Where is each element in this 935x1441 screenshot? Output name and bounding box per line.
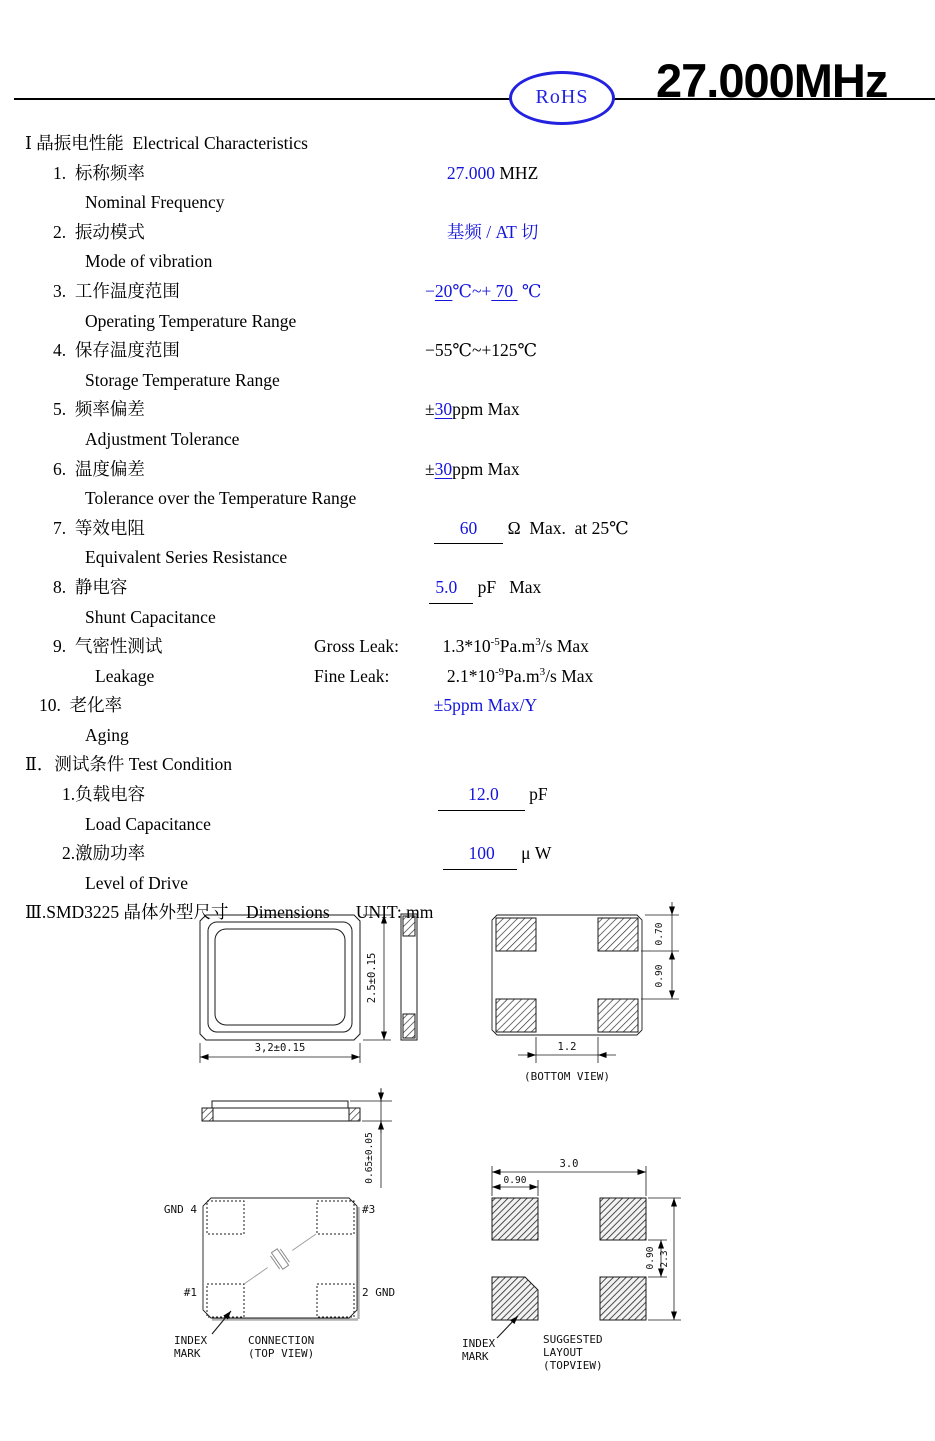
spec-value xyxy=(425,573,541,604)
spec-row xyxy=(25,514,930,544)
spec-label: Load Capacitance xyxy=(85,813,211,834)
spec-row xyxy=(25,395,930,425)
spec-value xyxy=(425,159,538,189)
spec-value xyxy=(425,839,551,870)
bottomview-inner-dim: 1.2 xyxy=(557,1041,577,1053)
spec-value-seg: ± xyxy=(425,399,435,420)
spec-value-seg xyxy=(425,636,443,656)
spec-value-seg xyxy=(425,695,434,715)
spec-label: 1.负载电容 xyxy=(62,784,146,805)
spec-row xyxy=(25,603,930,633)
spec-value-seg: 2.1*10 xyxy=(446,665,495,686)
spec-row xyxy=(25,691,930,721)
spec-mid-label: Gross Leak: xyxy=(314,636,400,657)
spec-label: Shunt Capacitance xyxy=(85,606,216,627)
topview-width-dim: 3,2±0.15 xyxy=(254,1042,306,1054)
spec-value-seg: 基频 / AT 切 xyxy=(446,221,539,242)
spec-label: 10. 老化率 xyxy=(39,695,123,716)
layout-gap-dim: 0.90 xyxy=(645,1246,656,1270)
bottomview-gap-dim: 0.90 xyxy=(654,964,665,988)
spec-value xyxy=(425,662,593,692)
spec-row xyxy=(25,573,930,603)
spec-label: 6. 温度偏差 xyxy=(53,458,145,479)
spec-label: Ⅱ．测试条件 Test Condition xyxy=(25,754,233,775)
sideview-height-dim: 0.65±0.05 xyxy=(364,1132,375,1184)
spec-row xyxy=(25,484,930,514)
spec-label: Ⅰ 晶振电性能 Electrical Characteristics xyxy=(25,133,308,153)
spec-row xyxy=(25,662,930,692)
spec-label: Equivalent Series Resistance xyxy=(85,547,288,568)
spec-row xyxy=(25,810,930,840)
spec-value-seg: 3 xyxy=(535,636,541,649)
spec-value-seg: -5 xyxy=(490,636,500,649)
spec-value-seg xyxy=(425,843,443,863)
spec-value-seg: ±5ppm Max/Y xyxy=(433,695,538,716)
spec-value-seg: 30 xyxy=(434,399,453,420)
spec-label: 2.激励功率 xyxy=(62,843,146,864)
spec-label: 2. 振动模式 xyxy=(53,221,145,242)
spec-value-seg xyxy=(425,784,438,804)
spec-row xyxy=(25,188,930,218)
spec-section-heading xyxy=(25,898,930,928)
spec-label: Storage Temperature Range xyxy=(85,369,280,390)
spec-list xyxy=(25,129,930,928)
spec-row xyxy=(25,247,930,277)
spec-value xyxy=(425,336,537,366)
package-top-view xyxy=(200,915,391,1063)
spec-section-heading xyxy=(25,750,930,780)
connection-index-label: INDEX xyxy=(174,1334,208,1347)
spec-value-seg: μ W xyxy=(516,843,552,864)
pin2-label: 2 GND xyxy=(362,1286,396,1299)
spec-value-seg: 5.0 xyxy=(429,573,473,604)
spec-value-seg: Ω Max. at 25℃ xyxy=(503,517,629,538)
spec-value-seg: -9 xyxy=(495,665,505,678)
spec-value-seg: 30 xyxy=(434,458,453,479)
spec-value-seg: −55℃~+125℃ xyxy=(425,340,538,361)
spec-value xyxy=(425,395,520,425)
spec-value-seg: ℃ xyxy=(517,280,542,301)
spec-row xyxy=(25,869,930,899)
rohs-badge: RoHS xyxy=(509,71,615,125)
spec-value xyxy=(425,514,629,545)
spec-value xyxy=(425,691,537,721)
connection-caption: (TOP VIEW) xyxy=(248,1347,315,1360)
spec-label: 3. 工作温度范围 xyxy=(53,280,180,301)
spec-value xyxy=(425,455,520,485)
spec-value-seg: MHZ xyxy=(495,162,539,183)
spec-row xyxy=(25,336,930,366)
spec-value-seg: Pa.m xyxy=(499,636,536,657)
spec-value-seg: − xyxy=(425,280,435,301)
spec-row xyxy=(25,780,930,810)
spec-label: 1. 标称频率 xyxy=(53,162,145,183)
spec-row xyxy=(25,307,930,337)
layout-caption: SUGGESTED xyxy=(543,1333,603,1346)
spec-label: Aging xyxy=(85,724,129,745)
layout-pad-width-dim: 0.90 xyxy=(503,1175,527,1186)
spec-label: Tolerance over the Temperature Range xyxy=(85,488,357,509)
bottomview-caption: (BOTTOM VIEW) xyxy=(523,1070,611,1083)
layout-caption: (TOPVIEW) xyxy=(543,1359,603,1372)
pin1-label: #1 xyxy=(183,1286,197,1299)
connection-top-view xyxy=(203,1198,359,1334)
spec-label: 4. 保存温度范围 xyxy=(53,340,180,361)
spec-value-seg: 60 xyxy=(434,514,504,545)
spec-row xyxy=(25,277,930,307)
spec-row xyxy=(25,455,930,485)
spec-mid-label: Fine Leak: xyxy=(314,665,390,686)
spec-value-seg: 1.3*10 xyxy=(442,636,491,657)
spec-label: Level of Drive xyxy=(85,872,189,893)
spec-row xyxy=(25,218,930,248)
page-title: 27.000MHz xyxy=(656,54,888,107)
spec-value xyxy=(425,277,542,307)
spec-label: Adjustment Tolerance xyxy=(85,428,240,449)
spec-row xyxy=(25,159,930,189)
layout-height-dim: 2.3 xyxy=(659,1250,670,1268)
spec-row xyxy=(25,366,930,396)
layout-index-label: MARK xyxy=(462,1350,489,1363)
spec-label: Operating Temperature Range xyxy=(85,310,297,331)
spec-value-seg xyxy=(425,518,434,538)
spec-value-seg: pF Max xyxy=(473,576,542,597)
connection-caption: CONNECTION xyxy=(248,1334,315,1347)
layout-width-dim: 3.0 xyxy=(559,1158,579,1170)
spec-value-seg xyxy=(425,666,447,686)
spec-label: Leakage xyxy=(95,665,155,686)
package-side-slice xyxy=(401,914,417,1040)
layout-index-label: INDEX xyxy=(462,1337,496,1350)
spec-value-seg: ppm Max xyxy=(452,458,520,479)
bottomview-pad-height-dim: 0.70 xyxy=(654,922,665,946)
spec-value-seg: pF xyxy=(524,784,548,805)
spec-label: 9. 气密性测试 xyxy=(53,636,163,657)
spec-label: 5. 频率偏差 xyxy=(53,399,145,420)
spec-row xyxy=(25,543,930,573)
spec-value-seg: 27.000 xyxy=(446,162,495,183)
spec-value-seg xyxy=(425,163,447,183)
spec-value-seg xyxy=(425,222,447,242)
crystal-symbol xyxy=(261,1241,298,1276)
spec-row xyxy=(25,425,930,455)
spec-value-seg: 70 xyxy=(491,280,518,301)
spec-value-seg: ± xyxy=(425,458,435,479)
spec-value-seg: 100 xyxy=(443,839,517,870)
spec-value-seg: /s Max xyxy=(540,636,589,657)
spec-label: Mode of vibration xyxy=(85,251,213,272)
connection-index-label: MARK xyxy=(174,1347,201,1360)
topview-height-dim: 2.5±0.15 xyxy=(366,952,378,1004)
spec-label: 7. 等效电阻 xyxy=(53,517,145,538)
spec-label: Ⅲ.SMD3225 晶体外型尺寸 Dimensions UNIT: mm xyxy=(25,902,434,923)
spec-value-seg: ℃~+ xyxy=(452,280,492,301)
spec-label: 8. 静电容 xyxy=(53,576,128,597)
spec-value xyxy=(425,780,548,811)
spec-row xyxy=(25,721,930,751)
spec-value-seg: 3 xyxy=(539,665,546,678)
spec-label: Nominal Frequency xyxy=(85,192,225,213)
spec-value-seg: 12.0 xyxy=(438,780,525,811)
spec-value-seg: Pa.m xyxy=(504,665,540,686)
spec-value-seg: 20 xyxy=(434,280,453,301)
pin4-label: GND 4 xyxy=(163,1203,197,1216)
pin3-label: #3 xyxy=(362,1203,376,1216)
layout-caption: LAYOUT xyxy=(543,1346,583,1359)
spec-row xyxy=(25,632,930,662)
spec-value xyxy=(425,632,589,662)
spec-value-seg: /s Max xyxy=(545,665,594,686)
spec-value-seg: ppm Max xyxy=(452,399,520,420)
spec-value xyxy=(425,218,538,248)
spec-section-heading xyxy=(25,129,930,159)
spec-row xyxy=(25,839,930,869)
